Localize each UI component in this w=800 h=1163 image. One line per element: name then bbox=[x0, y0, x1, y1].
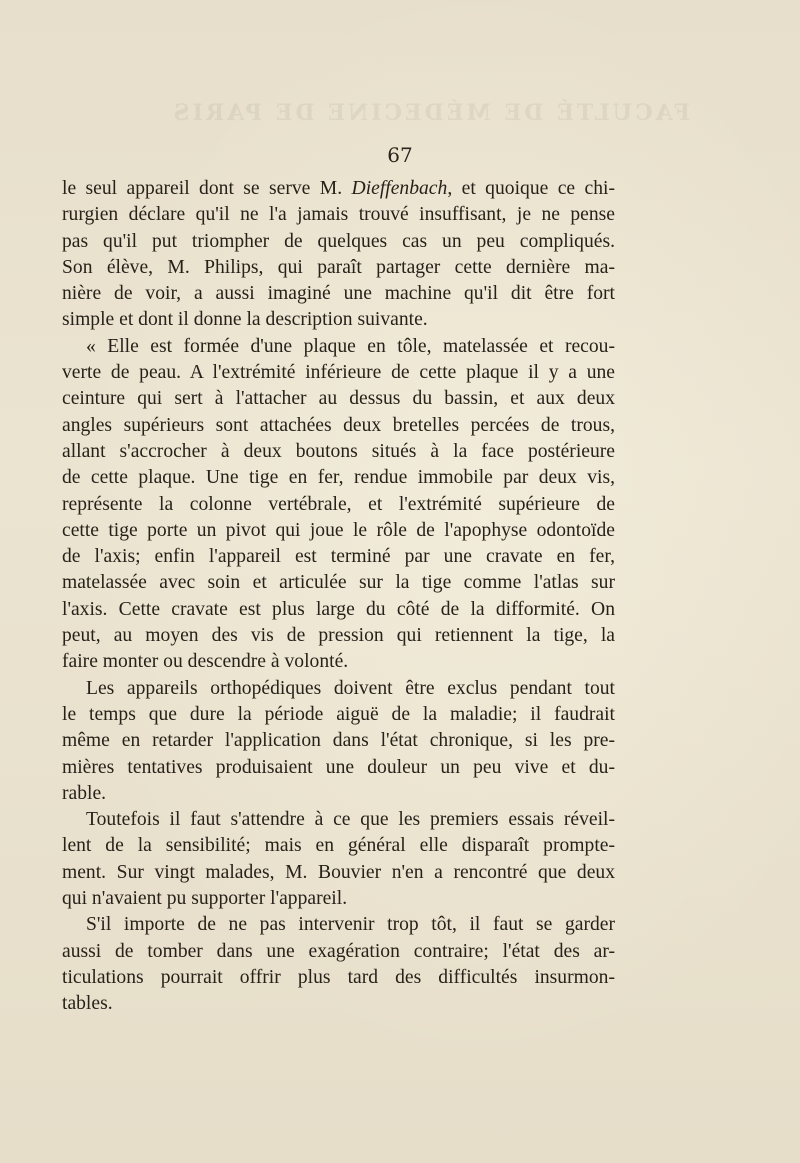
bleed-through-decoration: FACULTÉ DE MÉDECINE DE PARIS bbox=[170, 100, 690, 126]
text-line: angles supérieurs sont attachées deux bretelles percées de trous, bbox=[62, 414, 615, 436]
text-line: Les appareils orthopédiques doivent être exclus pendant tout bbox=[86, 677, 615, 699]
text-line: allant s'accrocher à deux boutons situés à la face postérieure bbox=[62, 440, 615, 462]
text-line: mières tentatives produisaient une douleur un peu vive et du- bbox=[62, 756, 615, 778]
text-line: simple et dont il donne la description suivante. bbox=[62, 309, 428, 331]
text-line: Toutefois il faut s'attendre à ce que les premiers essais réveil- bbox=[86, 809, 615, 831]
text-line: rable. bbox=[62, 782, 107, 804]
text-line: l'axis. Cette cravate est plus large du côté de la difformité. On bbox=[62, 598, 615, 620]
text-line: peut, au moyen des vis de pression qui retiennent la tige, la bbox=[62, 625, 615, 647]
text-line: S'il importe de ne pas intervenir trop tôt, il faut se garder bbox=[86, 914, 615, 936]
text-line: de cette plaque. Une tige en fer, rendue immobile par deux vis, bbox=[62, 467, 615, 489]
paragraph bbox=[62, 334, 615, 676]
paragraph bbox=[62, 176, 615, 334]
text-line: ceinture qui sert à l'attacher au dessus du bassin, et aux deux bbox=[62, 388, 615, 410]
text-line: même en retarder l'application dans l'état chronique, si les pre- bbox=[62, 730, 615, 752]
page-number: 67 bbox=[387, 143, 413, 167]
text-line: matelassée avec soin et articulée sur la tige comme l'atlas sur bbox=[62, 572, 615, 594]
text-line: ment. Sur vingt malades, M. Bouvier n'en a rencontré que deux bbox=[62, 861, 615, 883]
text-line: de l'axis; enfin l'appareil est terminé par une cravate en fer, bbox=[62, 546, 615, 568]
text-line: le seul appareil dont se serve M. Dieffenbach, et quoique ce chi- bbox=[62, 178, 615, 199]
text-line: nière de voir, a aussi imaginé une machine qu'il dit être fort bbox=[62, 283, 615, 305]
paragraph bbox=[62, 676, 615, 807]
text-line: ticulations pourrait offrir plus tard des difficultés insurmon- bbox=[62, 966, 615, 988]
text-line: tables. bbox=[62, 993, 113, 1015]
paragraph bbox=[62, 807, 615, 912]
text-line: faire monter ou descendre à volonté. bbox=[62, 651, 349, 673]
body-text bbox=[62, 176, 615, 1018]
paragraph bbox=[62, 912, 615, 1017]
text-line: verte de peau. A l'extrémité inférieure de cette plaque il y a une bbox=[62, 362, 615, 384]
text-line: lent de la sensibilité; mais en général elle disparaît prompte- bbox=[62, 835, 615, 857]
text-line: Son élève, M. Philips, qui paraît partager cette dernière ma- bbox=[62, 256, 615, 278]
text-line: qui n'avaient pu supporter l'appareil. bbox=[62, 888, 348, 910]
text-line: rurgien déclare qu'il ne l'a jamais trouvé insuffisant, je ne pense bbox=[62, 204, 615, 226]
text-line: le temps que dure la période aiguë de la maladie; il faudrait bbox=[62, 703, 615, 725]
text-line: aussi de tomber dans une exagération contraire; l'état des ar- bbox=[62, 940, 615, 962]
text-line: représente la colonne vertébrale, et l'extrémité supérieure de bbox=[62, 493, 615, 515]
text-line: « Elle est formée d'une plaque en tôle, matelassée et recou- bbox=[86, 335, 615, 357]
text-line: cette tige porte un pivot qui joue le rôle de l'apophyse odontoïde bbox=[62, 519, 615, 541]
text-line: pas qu'il put triompher de quelques cas un peu compliqués. bbox=[62, 230, 615, 252]
